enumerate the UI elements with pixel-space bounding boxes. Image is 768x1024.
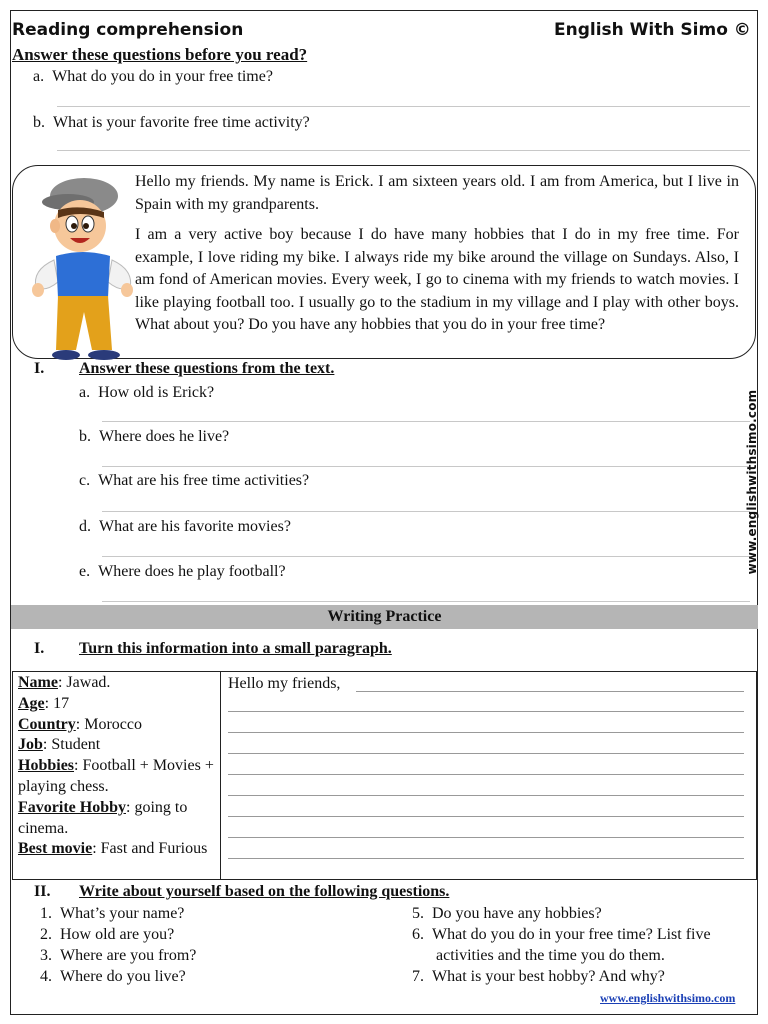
question-letter: c. — [79, 472, 91, 489]
section-numeral: I. — [34, 360, 45, 377]
story-text — [135, 171, 739, 345]
comprehension-question-e — [79, 563, 286, 581]
writing-line[interactable] — [228, 711, 744, 712]
info-value: : Morocco — [75, 715, 142, 733]
self-question — [40, 968, 186, 986]
info-value: : going to cinema. — [18, 798, 188, 837]
brand-label: English With Simo © — [554, 20, 751, 40]
answer-line[interactable] — [102, 511, 750, 512]
question-number: 3. — [40, 947, 52, 964]
boy-cartoon-icon — [28, 174, 136, 362]
question-text: Where does he live? — [99, 428, 230, 445]
self-question — [40, 905, 184, 923]
info-value: : 17 — [44, 694, 70, 712]
self-question — [412, 905, 602, 923]
comprehension-question-c — [79, 472, 309, 490]
info-value: : Jawad. — [57, 674, 111, 691]
answer-line[interactable] — [102, 421, 750, 422]
writing-line[interactable] — [228, 753, 744, 754]
answer-line[interactable] — [102, 601, 750, 602]
info-favorite — [18, 798, 216, 840]
question-text: How old is Erick? — [98, 384, 215, 401]
info-name — [18, 673, 216, 694]
part2-heading: Write about yourself based on the following questions. — [79, 883, 450, 900]
info-value: : Student — [42, 736, 101, 754]
question-letter: d. — [79, 518, 91, 535]
question-text: What’s your name? — [60, 905, 185, 922]
question-text: What is your favorite free time activity? — [53, 114, 310, 131]
section-heading: Answer these questions from the text. — [79, 360, 335, 377]
part1-heading: Turn this information into a small paragraph. — [79, 640, 392, 657]
question-text: What are his free time activities? — [98, 472, 310, 489]
writing-line[interactable] — [228, 795, 744, 796]
question-text: What do you do in your free time? List five — [432, 926, 711, 943]
question-number: 6. — [412, 926, 424, 943]
pre-reading-heading: Answer these questions before you read? — [12, 45, 308, 64]
answer-line[interactable] — [57, 150, 750, 151]
comprehension-question-a — [79, 384, 214, 402]
self-question — [412, 926, 711, 944]
question-text: What is your best hobby? And why? — [432, 968, 665, 985]
table-divider — [220, 671, 221, 880]
question-text-continued: activities and the time you do them. — [436, 947, 665, 964]
story-paragraph: I am a very active boy because I do have many hobbies that I do in my free time. For example, I love riding my bike. I always ride my bike around the village on Sundays. Also, I am fond of American movies. Every week, I go to cinema with my friends to watch movies. I like playing football too. I usually go to the stadium in my village and I play with other boys. What about you? Do you have any hobbies that you do in your free time? — [135, 226, 739, 333]
question-number: 5. — [412, 905, 424, 922]
writing-practice-banner — [11, 605, 758, 629]
story-paragraph: Hello my friends. My name is Erick. I am sixteen years old. I am from America, but I live in Spain with my grandparents. — [135, 173, 739, 213]
writing-line[interactable] — [228, 858, 744, 859]
info-age — [18, 694, 216, 715]
info-movie — [18, 839, 216, 860]
info-value: : Fast and Furious — [92, 840, 208, 858]
info-key: Name — [18, 674, 58, 691]
writing-line[interactable] — [228, 732, 744, 733]
writing-line[interactable] — [228, 816, 744, 817]
info-job — [18, 735, 216, 756]
paragraph-start: Hello my friends, — [228, 675, 341, 692]
question-letter: a. — [33, 68, 45, 85]
question-number: 2. — [40, 926, 52, 943]
info-country — [18, 715, 216, 736]
part1-numeral: I. — [34, 640, 45, 657]
info-key: Best movie — [18, 840, 93, 858]
pre-question-b — [33, 114, 310, 132]
answer-line[interactable] — [102, 466, 750, 467]
info-key: Job — [18, 736, 43, 754]
question-text: What are his favorite movies? — [99, 518, 291, 535]
info-key: Hobbies — [18, 757, 75, 775]
question-number: 7. — [412, 968, 424, 985]
worksheet-title: Reading comprehension — [12, 20, 244, 40]
question-number: 4. — [40, 968, 52, 985]
writing-line[interactable] — [228, 837, 744, 838]
writing-line[interactable] — [228, 774, 744, 775]
info-hobbies — [18, 756, 216, 798]
question-text: How old are you? — [60, 926, 175, 943]
self-question — [40, 926, 174, 944]
question-letter: e. — [79, 563, 91, 580]
side-url-text: www.englishwithsimo.com — [745, 389, 759, 575]
side-url — [745, 389, 759, 575]
info-key: Favorite Hobby — [18, 798, 126, 816]
comprehension-question-b — [79, 428, 229, 446]
question-text: Where does he play football? — [98, 563, 286, 580]
question-text: What do you do in your free time? — [52, 68, 273, 85]
comprehension-question-d — [79, 518, 291, 536]
question-letter: b. — [33, 114, 45, 131]
question-number: 1. — [40, 905, 52, 922]
part2-numeral: II. — [34, 883, 51, 900]
self-question — [40, 947, 196, 965]
question-letter: b. — [79, 428, 91, 445]
info-card — [18, 673, 216, 860]
question-letter: a. — [79, 384, 91, 401]
question-text: Do you have any hobbies? — [432, 905, 602, 922]
pre-question-a — [33, 68, 273, 86]
info-key: Age — [18, 694, 45, 712]
answer-line[interactable] — [102, 556, 750, 557]
question-text: Where are you from? — [60, 947, 197, 964]
info-value: : Football + Movies + playing chess. — [18, 757, 214, 795]
writing-line[interactable] — [356, 691, 744, 692]
info-key: Country — [18, 715, 76, 733]
answer-line[interactable] — [57, 106, 750, 107]
banner-label: Writing Practice — [327, 608, 442, 625]
question-text: Where do you live? — [60, 968, 186, 985]
self-question — [412, 968, 665, 986]
footer-link[interactable]: www.englishwithsimo.com — [600, 991, 736, 1005]
